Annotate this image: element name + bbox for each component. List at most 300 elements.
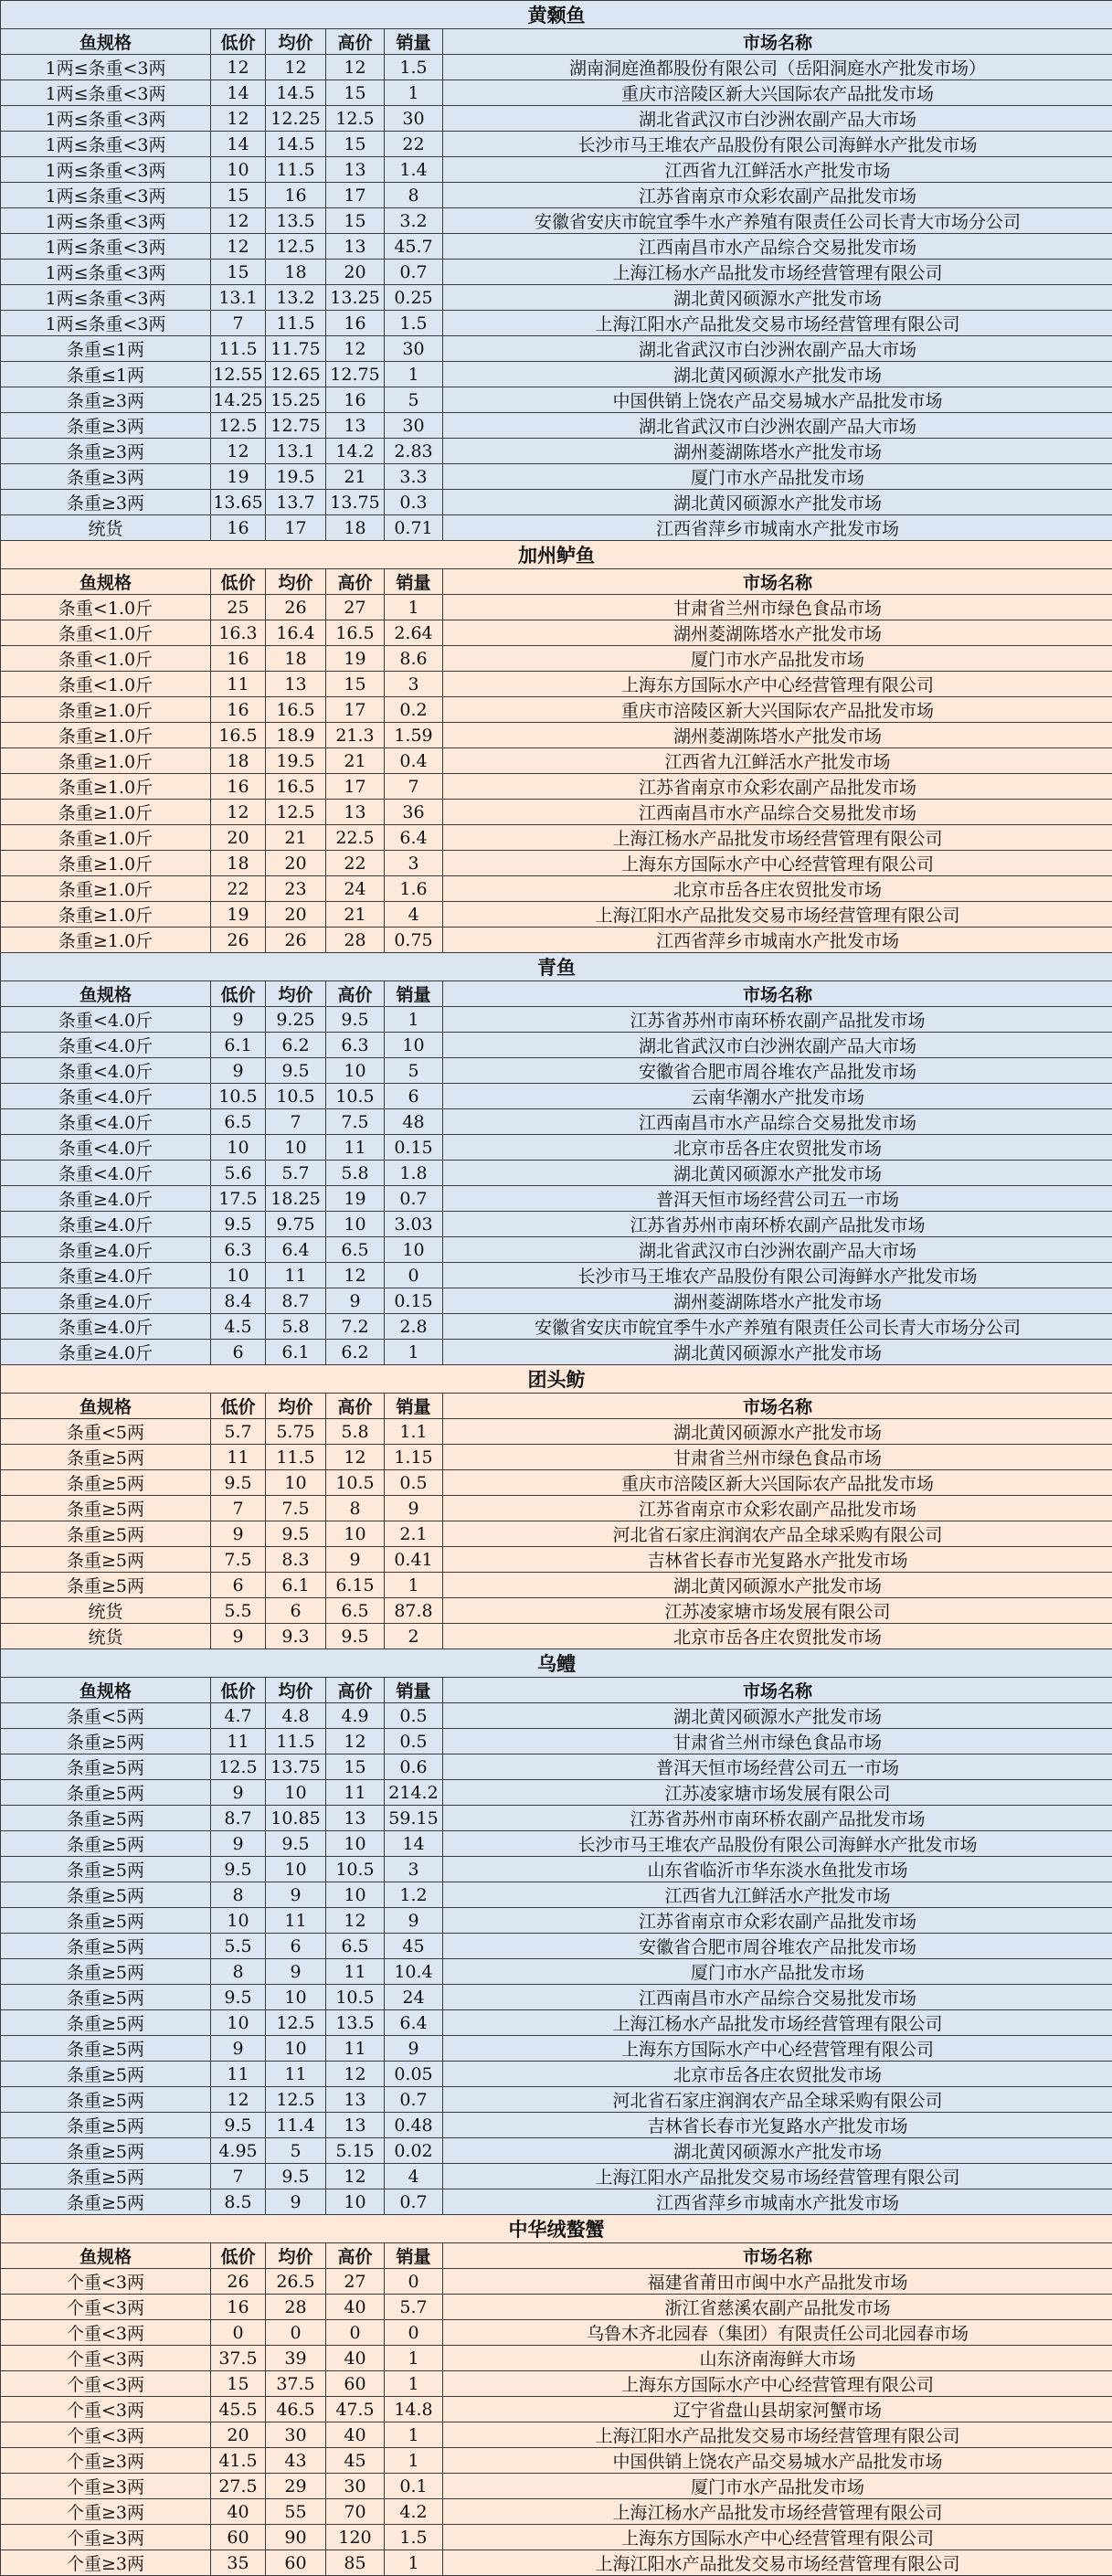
low-price-cell: 16 [211,774,266,800]
low-price-cell: 6 [211,1573,266,1598]
sales-volume-cell: 9 [385,1496,443,1521]
fish-spec-cell: 条重≥1.0斤 [1,800,211,825]
fish-spec-cell: 条重<1.0斤 [1,595,211,620]
low-price-cell: 9 [211,2036,266,2062]
avg-price-cell: 26.5 [266,2269,326,2295]
sales-volume-cell: 1 [385,2550,443,2576]
table-row [1,1882,1112,1908]
market-name-cell: 安徽省安庆市皖宜季牛水产养殖有限责任公司长青大市场分公司 [443,1314,1112,1340]
avg-price-cell: 6.4 [266,1237,326,1263]
low-price-cell: 12 [211,55,266,80]
avg-price-cell: 55 [266,2499,326,2525]
avg-price-cell: 11 [266,2062,326,2087]
low-price-cell: 12 [211,234,266,260]
market-name-cell: 江苏省苏州市南环桥农副产品批发市场 [443,1007,1112,1033]
market-name-cell: 湖北黄冈硕源水产批发市场 [443,2138,1112,2164]
market-name-cell: 中国供销上饶农产品交易城水产品批发市场 [443,2448,1112,2474]
low-price-cell: 9.5 [211,1212,266,1237]
market-name-cell: 重庆市涪陵区新大兴国际农产品批发市场 [443,697,1112,723]
high-price-cell: 11 [326,2036,385,2062]
high-price-cell: 15 [326,208,385,234]
market-name-cell: 湖北黄冈硕源水产批发市场 [443,1340,1112,1365]
low-price-cell: 9 [211,1624,266,1649]
avg-price-cell: 37.5 [266,2371,326,2397]
market-name-cell: 甘肃省兰州市绿色食品市场 [443,1729,1112,1754]
market-name-cell: 河北省石家庄润润农产品全球采购有限公司 [443,1521,1112,1547]
sales-volume-cell: 1.8 [385,1161,443,1186]
header-sales-volume: 销量 [385,981,443,1007]
low-price-cell: 7 [211,1496,266,1521]
table-row [1,1806,1112,1831]
sales-volume-cell: 214.2 [385,1780,443,1806]
fish-spec-cell: 统货 [1,1598,211,1624]
high-price-cell: 15 [326,80,385,106]
low-price-cell: 6.1 [211,1033,266,1058]
sales-volume-cell: 4.2 [385,2499,443,2525]
header-fish-spec: 鱼规格 [1,1394,211,1419]
avg-price-cell: 11.5 [266,311,326,336]
high-price-cell: 10 [326,1212,385,1237]
market-name-cell: 重庆市涪陵区新大兴国际农产品批发市场 [443,80,1112,106]
low-price-cell: 20 [211,2422,266,2448]
high-price-cell: 70 [326,2499,385,2525]
fish-spec-cell: 条重<5两 [1,1419,211,1445]
low-price-cell: 4.5 [211,1314,266,1340]
avg-price-cell: 13.75 [266,1754,326,1780]
fish-spec-cell: 统货 [1,1624,211,1649]
avg-price-cell: 18 [266,646,326,672]
sales-volume-cell: 1 [385,2346,443,2371]
high-price-cell: 0 [326,2320,385,2346]
table-row [1,2269,1112,2295]
table-row [1,157,1112,183]
fish-spec-cell: 1两≤条重<3两 [1,234,211,260]
market-name-cell: 湖州菱湖陈塔水产批发市场 [443,620,1112,646]
market-name-cell: 湖州菱湖陈塔水产批发市场 [443,1288,1112,1314]
avg-price-cell: 11.5 [266,1445,326,1470]
avg-price-cell: 8.3 [266,1547,326,1573]
fish-spec-cell: 条重≥1.0斤 [1,723,211,748]
sales-volume-cell: 3 [385,851,443,876]
sales-volume-cell: 1 [385,1340,443,1365]
header-avg-price: 均价 [266,29,326,55]
table-row [1,2525,1112,2550]
fish-spec-cell: 1两≤条重<3两 [1,260,211,285]
high-price-cell: 4.9 [326,1703,385,1729]
market-name-cell: 江苏省南京市众彩农副产品批发市场 [443,183,1112,208]
low-price-cell: 12 [211,2087,266,2113]
low-price-cell: 5.5 [211,1934,266,1959]
table-row [1,1263,1112,1288]
high-price-cell: 15 [326,1754,385,1780]
market-name-cell: 湖北省武汉市白沙洲农副产品大市场 [443,1237,1112,1263]
low-price-cell: 20 [211,825,266,851]
market-name-cell: 上海江阳水产品批发交易市场经营管理有限公司 [443,2422,1112,2448]
fish-spec-cell: 1两≤条重<3两 [1,106,211,132]
market-name-cell: 北京市岳各庄农贸批发市场 [443,2062,1112,2087]
high-price-cell: 12 [326,1729,385,1754]
high-price-cell: 10 [326,1058,385,1084]
table-row [1,1186,1112,1212]
avg-price-cell: 29 [266,2474,326,2499]
column-header-row [1,1678,1112,1703]
fish-spec-cell: 条重<5两 [1,1703,211,1729]
market-name-cell: 湖北省武汉市白沙洲农副产品大市场 [443,413,1112,439]
sales-volume-cell: 0.41 [385,1547,443,1573]
low-price-cell: 7 [211,311,266,336]
avg-price-cell: 9.75 [266,1212,326,1237]
market-name-cell: 江西省萍乡市城南水产批发市场 [443,515,1112,541]
fish-spec-cell: 个重<3两 [1,2320,211,2346]
sales-volume-cell: 48 [385,1109,443,1135]
sales-volume-cell: 22 [385,132,443,157]
sales-volume-cell: 1 [385,595,443,620]
sales-volume-cell: 10 [385,1033,443,1058]
low-price-cell: 8 [211,1959,266,1985]
avg-price-cell: 26 [266,595,326,620]
table-row [1,1729,1112,1754]
table-row [1,851,1112,876]
section-title: 乌鳢 [1,1649,1112,1678]
market-name-cell: 北京市岳各庄农贸批发市场 [443,1624,1112,1649]
market-name-cell: 长沙市马王堆农产品股份有限公司海鲜水产批发市场 [443,1831,1112,1857]
sales-volume-cell: 14.8 [385,2397,443,2422]
market-name-cell: 上海江阳水产品批发交易市场经营管理有限公司 [443,902,1112,928]
low-price-cell: 19 [211,902,266,928]
market-name-cell: 湖北黄冈硕源水产批发市场 [443,362,1112,387]
table-row [1,902,1112,928]
market-name-cell: 上海江阳水产品批发交易市场经营管理有限公司 [443,2164,1112,2189]
high-price-cell: 120 [326,2525,385,2550]
fish-spec-cell: 1两≤条重<3两 [1,55,211,80]
sales-volume-cell: 1.6 [385,876,443,902]
sales-volume-cell: 1 [385,2371,443,2397]
table-row [1,672,1112,697]
low-price-cell: 12 [211,800,266,825]
high-price-cell: 13 [326,234,385,260]
avg-price-cell: 11.4 [266,2113,326,2138]
avg-price-cell: 15.25 [266,387,326,413]
sales-volume-cell: 8.6 [385,646,443,672]
sales-volume-cell: 7 [385,774,443,800]
avg-price-cell: 6.2 [266,1033,326,1058]
market-name-cell: 上海江杨水产品批发市场经营管理有限公司 [443,2010,1112,2036]
avg-price-cell: 13 [266,672,326,697]
fish-spec-cell: 条重≥5两 [1,1831,211,1857]
fish-spec-cell: 条重≥5两 [1,1496,211,1521]
sales-volume-cell: 0.05 [385,2062,443,2087]
market-name-cell: 湖北黄冈硕源水产批发市场 [443,1573,1112,1598]
fish-spec-cell: 条重≥5两 [1,2189,211,2215]
avg-price-cell: 11.75 [266,336,326,362]
low-price-cell: 13.1 [211,285,266,311]
table-row [1,1496,1112,1521]
market-name-cell: 吉林省长春市光复路水产批发市场 [443,2113,1112,2138]
high-price-cell: 40 [326,2422,385,2448]
low-price-cell: 9 [211,1780,266,1806]
low-price-cell: 8.5 [211,2189,266,2215]
high-price-cell: 6.5 [326,1934,385,1959]
fish-spec-cell: 条重≥5两 [1,2087,211,2113]
market-name-cell: 江苏凌家塘市场发展有限公司 [443,1598,1112,1624]
sales-volume-cell: 45.7 [385,234,443,260]
header-high-price: 高价 [326,569,385,595]
fish-spec-cell: 条重<4.0斤 [1,1058,211,1084]
table-row [1,490,1112,515]
fish-spec-cell: 个重≥3两 [1,2474,211,2499]
fish-spec-cell: 个重≥3两 [1,2499,211,2525]
avg-price-cell: 10 [266,1470,326,1496]
fish-spec-cell: 条重≥1.0斤 [1,902,211,928]
high-price-cell: 10 [326,1831,385,1857]
header-market-name: 市场名称 [443,1678,1112,1703]
fish-spec-cell: 个重<3两 [1,2397,211,2422]
high-price-cell: 5.8 [326,1419,385,1445]
high-price-cell: 13 [326,2087,385,2113]
avg-price-cell: 12.75 [266,413,326,439]
avg-price-cell: 5 [266,2138,326,2164]
fish-spec-cell: 条重≥5两 [1,1445,211,1470]
low-price-cell: 45.5 [211,2397,266,2422]
low-price-cell: 10 [211,1135,266,1161]
high-price-cell: 15 [326,672,385,697]
avg-price-cell: 9.5 [266,2164,326,2189]
low-price-cell: 9.5 [211,1985,266,2010]
market-name-cell: 湖北黄冈硕源水产批发市场 [443,1419,1112,1445]
avg-price-cell: 11 [266,1908,326,1934]
high-price-cell: 17 [326,774,385,800]
low-price-cell: 14 [211,132,266,157]
sales-volume-cell: 1.5 [385,2525,443,2550]
sales-volume-cell: 30 [385,413,443,439]
sales-volume-cell: 9 [385,1908,443,1934]
avg-price-cell: 9.3 [266,1624,326,1649]
high-price-cell: 9.5 [326,1007,385,1033]
header-high-price: 高价 [326,981,385,1007]
header-low-price: 低价 [211,981,266,1007]
avg-price-cell: 11 [266,1263,326,1288]
avg-price-cell: 46.5 [266,2397,326,2422]
high-price-cell: 21 [326,902,385,928]
sales-volume-cell: 3 [385,672,443,697]
high-price-cell: 12 [326,2164,385,2189]
fish-spec-cell: 条重≥4.0斤 [1,1263,211,1288]
market-name-cell: 山东济南海鲜大市场 [443,2346,1112,2371]
fish-spec-cell: 条重≥3两 [1,439,211,464]
header-avg-price: 均价 [266,2243,326,2269]
high-price-cell: 21 [326,464,385,490]
fish-spec-cell: 条重≥4.0斤 [1,1288,211,1314]
high-price-cell: 6.15 [326,1573,385,1598]
table-row [1,774,1112,800]
table-row [1,285,1112,311]
avg-price-cell: 10 [266,1985,326,2010]
avg-price-cell: 6.1 [266,1340,326,1365]
fish-spec-cell: 个重<3两 [1,2269,211,2295]
low-price-cell: 7 [211,2164,266,2189]
low-price-cell: 26 [211,2269,266,2295]
avg-price-cell: 13.7 [266,490,326,515]
low-price-cell: 6 [211,1340,266,1365]
table-row [1,1135,1112,1161]
table-row [1,1419,1112,1445]
market-name-cell: 甘肃省兰州市绿色食品市场 [443,1445,1112,1470]
avg-price-cell: 7.5 [266,1496,326,1521]
table-row [1,1237,1112,1263]
sales-volume-cell: 1.5 [385,55,443,80]
fish-spec-cell: 条重≥5两 [1,1754,211,1780]
sales-volume-cell: 0.4 [385,748,443,774]
market-name-cell: 安徽省合肥市周谷堆农产品批发市场 [443,1058,1112,1084]
sales-volume-cell: 0.5 [385,1703,443,1729]
sales-volume-cell: 24 [385,1985,443,2010]
fish-spec-cell: 条重<4.0斤 [1,1007,211,1033]
low-price-cell: 60 [211,2525,266,2550]
header-low-price: 低价 [211,569,266,595]
sales-volume-cell: 1.2 [385,1882,443,1908]
table-row [1,1985,1112,2010]
header-avg-price: 均价 [266,981,326,1007]
avg-price-cell: 6.1 [266,1573,326,1598]
avg-price-cell: 26 [266,928,326,953]
table-row [1,1058,1112,1084]
low-price-cell: 10 [211,2010,266,2036]
low-price-cell: 10 [211,1908,266,1934]
market-name-cell: 辽宁省盘山县胡家河蟹市场 [443,2397,1112,2422]
low-price-cell: 12.5 [211,1754,266,1780]
table-row [1,723,1112,748]
high-price-cell: 13 [326,1806,385,1831]
fish-spec-cell: 条重≥5两 [1,1934,211,1959]
fish-spec-cell: 条重≥3两 [1,387,211,413]
market-name-cell: 江西南昌市水产品综合交易批发市场 [443,1109,1112,1135]
section-title-row [1,1,1112,29]
avg-price-cell: 21 [266,825,326,851]
table-row [1,311,1112,336]
fish-spec-cell: 条重≥4.0斤 [1,1237,211,1263]
market-name-cell: 北京市岳各庄农贸批发市场 [443,1135,1112,1161]
market-name-cell: 江西省九江鲜活水产批发市场 [443,1882,1112,1908]
avg-price-cell: 16 [266,183,326,208]
market-name-cell: 江苏省苏州市南环桥农副产品批发市场 [443,1212,1112,1237]
market-name-cell: 上海江杨水产品批发市场经营管理有限公司 [443,260,1112,285]
header-fish-spec: 鱼规格 [1,569,211,595]
market-name-cell: 上海东方国际水产中心经营管理有限公司 [443,2036,1112,2062]
section-title: 加州鲈鱼 [1,541,1112,569]
table-row [1,106,1112,132]
low-price-cell: 10 [211,157,266,183]
low-price-cell: 9.5 [211,1470,266,1496]
table-row [1,1314,1112,1340]
sales-volume-cell: 2.8 [385,1314,443,1340]
market-name-cell: 江苏省南京市众彩农副产品批发市场 [443,1496,1112,1521]
market-name-cell: 上海东方国际水产中心经营管理有限公司 [443,851,1112,876]
low-price-cell: 11 [211,1445,266,1470]
avg-price-cell: 11.5 [266,1729,326,1754]
table-row [1,1084,1112,1109]
sales-volume-cell: 14 [385,1831,443,1857]
sales-volume-cell: 6 [385,1084,443,1109]
fish-spec-cell: 条重≥5两 [1,1908,211,1934]
high-price-cell: 19 [326,646,385,672]
fish-spec-cell: 1两≤条重<3两 [1,208,211,234]
market-name-cell: 湖北黄冈硕源水产批发市场 [443,1703,1112,1729]
fish-spec-cell: 条重≥5两 [1,1547,211,1573]
market-name-cell: 厦门市水产品批发市场 [443,2474,1112,2499]
avg-price-cell: 13.1 [266,439,326,464]
high-price-cell: 12 [326,55,385,80]
low-price-cell: 17.5 [211,1186,266,1212]
fish-spec-cell: 个重<3两 [1,2295,211,2320]
header-low-price: 低价 [211,1678,266,1703]
table-row [1,1624,1112,1649]
low-price-cell: 9.5 [211,1857,266,1882]
sales-volume-cell: 10.4 [385,1959,443,1985]
sales-volume-cell: 0.71 [385,515,443,541]
avg-price-cell: 7 [266,1109,326,1135]
high-price-cell: 85 [326,2550,385,2576]
sales-volume-cell: 0.5 [385,1470,443,1496]
sales-volume-cell: 0.48 [385,2113,443,2138]
high-price-cell: 28 [326,928,385,953]
sales-volume-cell: 3.2 [385,208,443,234]
low-price-cell: 8.7 [211,1806,266,1831]
table-row [1,2448,1112,2474]
fish-spec-cell: 个重<3两 [1,2371,211,2397]
column-header-row [1,1394,1112,1419]
fish-spec-cell: 条重≥5两 [1,1521,211,1547]
sales-volume-cell: 8 [385,183,443,208]
sales-volume-cell: 4 [385,902,443,928]
sales-volume-cell: 1.15 [385,1445,443,1470]
fish-spec-cell: 条重≥5两 [1,2036,211,2062]
avg-price-cell: 18 [266,260,326,285]
avg-price-cell: 30 [266,2422,326,2448]
header-market-name: 市场名称 [443,29,1112,55]
sales-volume-cell: 4 [385,2164,443,2189]
sales-volume-cell: 3.03 [385,1212,443,1237]
market-name-cell: 湖北省武汉市白沙洲农副产品大市场 [443,1033,1112,1058]
table-row [1,2010,1112,2036]
table-row [1,1007,1112,1033]
market-name-cell: 普洱天恒市场经营公司五一市场 [443,1754,1112,1780]
fish-spec-cell: 条重≥5两 [1,2164,211,2189]
high-price-cell: 13.75 [326,490,385,515]
low-price-cell: 35 [211,2550,266,2576]
fish-spec-cell: 条重<1.0斤 [1,646,211,672]
table-row [1,620,1112,646]
avg-price-cell: 5.8 [266,1314,326,1340]
market-name-cell: 厦门市水产品批发市场 [443,464,1112,490]
market-name-cell: 湖北黄冈硕源水产批发市场 [443,1161,1112,1186]
fish-spec-cell: 1两≤条重<3两 [1,80,211,106]
section-title-row [1,541,1112,569]
fish-spec-cell: 个重<3两 [1,2346,211,2371]
high-price-cell: 12.5 [326,106,385,132]
sales-volume-cell: 0.7 [385,2087,443,2113]
fish-spec-cell: 个重≥3两 [1,2525,211,2550]
avg-price-cell: 9.25 [266,1007,326,1033]
high-price-cell: 11 [326,1780,385,1806]
sales-volume-cell: 3.3 [385,464,443,490]
low-price-cell: 16 [211,697,266,723]
section-title: 黄颡鱼 [1,1,1112,29]
table-row [1,260,1112,285]
sales-volume-cell: 1.4 [385,157,443,183]
header-sales-volume: 销量 [385,2243,443,2269]
avg-price-cell: 13.5 [266,208,326,234]
table-row [1,2474,1112,2499]
